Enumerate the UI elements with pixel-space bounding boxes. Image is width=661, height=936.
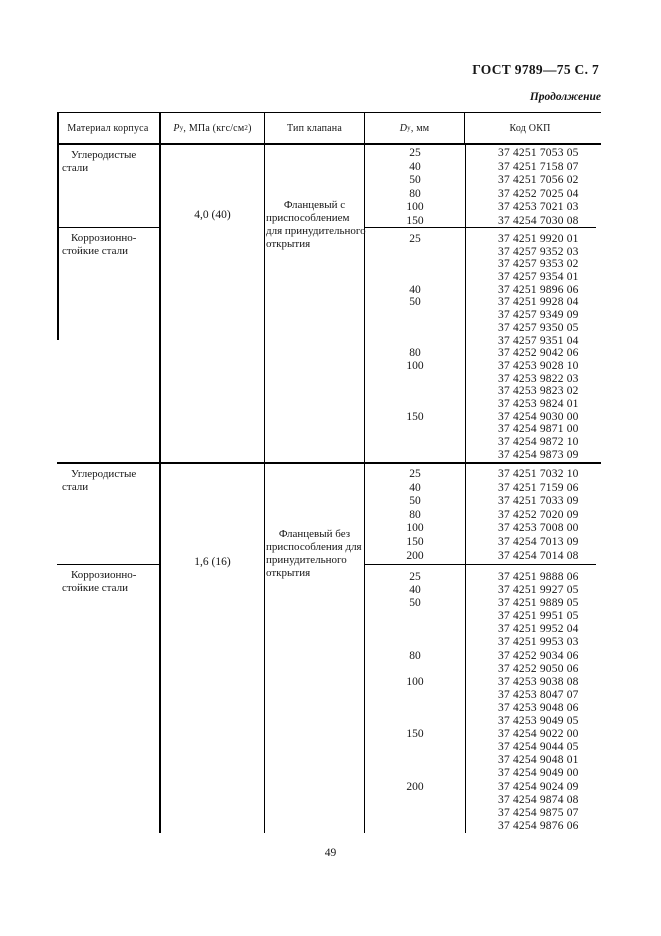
okp-code-cell: 37 4254 9024 09: [498, 780, 579, 793]
table-row: [365, 360, 596, 373]
valve-type-line: открытия: [266, 238, 311, 250]
column-divider: [465, 145, 466, 462]
dn-cell: [365, 449, 465, 462]
okp-code-cell: 37 4251 9896 06: [498, 283, 579, 296]
okp-code-cell: 37 4252 9050 06: [498, 662, 579, 675]
dn-cell: [365, 689, 465, 702]
dn-cell: [365, 754, 465, 767]
material-cell: Углеродистые стали: [57, 145, 159, 228]
okp-code-cell: 37 4251 9953 03: [498, 636, 579, 649]
pressure-units: , МПа (кгс/см: [183, 122, 245, 134]
okp-code-cell: 37 4254 9871 00: [498, 423, 579, 436]
okp-code-cell: 37 4254 9875 07: [498, 806, 579, 819]
valve-type-column: [265, 464, 365, 833]
table-row: [365, 767, 596, 780]
dn-cell: 150: [406, 728, 424, 741]
pressure-units-close: ): [248, 122, 252, 134]
okp-code-cell: 37 4254 9022 00: [498, 728, 579, 741]
table-row: [365, 715, 596, 728]
okp-codes-table: [57, 112, 601, 833]
okp-code-cell: 37 4251 9952 04: [498, 623, 579, 636]
table-row: [365, 296, 596, 309]
okp-code-cell: 37 4254 7013 09: [498, 535, 579, 548]
header-valve-type: Тип клапана: [265, 113, 365, 143]
okp-code-cell: 37 4252 7020 09: [498, 508, 579, 521]
okp-code-cell: 37 4253 7021 03: [498, 201, 579, 213]
okp-code-cell: 37 4257 9354 01: [498, 271, 579, 284]
okp-code-cell: 37 4253 9823 02: [498, 385, 579, 398]
material-cell: Углеродистые стали: [57, 464, 159, 565]
okp-code-cell: 37 4253 9822 03: [498, 372, 579, 385]
table-row: [365, 820, 596, 833]
table-row: [365, 423, 596, 436]
okp-code-cell: 37 4257 9350 05: [498, 321, 579, 334]
table-row: [365, 246, 596, 259]
valve-type-line: Фланцевый с: [283, 199, 346, 211]
okp-code-cell: 37 4251 9951 05: [498, 610, 579, 623]
table-row: [365, 411, 596, 424]
dn-cell: 50: [409, 597, 421, 610]
header-dn: D у , мм: [365, 113, 465, 143]
dn-cell: [365, 807, 465, 820]
okp-code-cell: 37 4251 7032 10: [498, 468, 579, 480]
table-left-border: [57, 112, 59, 340]
okp-code-cell: 37 4253 9824 01: [498, 397, 579, 410]
valve-type-line: приспособлением: [266, 212, 350, 224]
okp-code-cell: 37 4254 9048 01: [498, 754, 579, 767]
pressure-symbol: P: [173, 122, 180, 134]
table-row: [365, 322, 596, 335]
dn-units: , мм: [410, 122, 430, 134]
table-row: [365, 584, 596, 597]
pressure-block: [57, 462, 601, 833]
table-row: [365, 373, 596, 386]
dn-cell: [365, 258, 465, 271]
table-row: [365, 623, 596, 636]
table-row: [365, 201, 596, 215]
dn-cell: 80: [409, 187, 421, 200]
dn-cell: 150: [406, 410, 424, 423]
table-row: [365, 636, 596, 649]
table-row: [365, 398, 596, 411]
dn-cell: [365, 385, 465, 398]
table-row: [365, 436, 596, 449]
header-okp-code: Код ОКП: [509, 122, 551, 134]
dn-cell: [365, 741, 465, 754]
okp-code-cell: 37 4251 9920 01: [498, 233, 579, 245]
dn-cell: [365, 663, 465, 676]
material-cell: Коррозионно-стойкие стали: [62, 232, 137, 257]
okp-code-cell: 37 4252 9034 06: [498, 649, 579, 662]
header-pressure: P у , МПа (кгс/см 2 ): [161, 113, 265, 143]
table-row: [365, 522, 596, 536]
dn-cell: 40: [409, 283, 421, 296]
dn-cell: 40: [409, 481, 421, 494]
dn-cell: [365, 794, 465, 807]
table-row: [365, 335, 596, 348]
dn-cell: [365, 715, 465, 728]
dn-cell: [365, 610, 465, 623]
dn-cell: 50: [409, 296, 421, 309]
valve-type-line: открытия: [266, 567, 311, 579]
dn-cell: [365, 423, 465, 436]
dn-cell: [365, 335, 465, 348]
dn-cell: 25: [409, 233, 421, 245]
pressure-column: [161, 145, 265, 462]
header-material: Материал корпуса: [57, 113, 161, 143]
dn-cell: 40: [409, 160, 421, 173]
dn-cell: [365, 702, 465, 715]
table-row: [365, 482, 596, 496]
dn-cell: [365, 820, 465, 833]
table-row: [365, 610, 596, 623]
dn-cell: [365, 322, 465, 335]
rows-section: [365, 145, 596, 228]
valve-type-line: приспособления для: [266, 541, 362, 553]
valve-type-line: принудительного: [266, 554, 347, 566]
table-row: [365, 597, 596, 610]
pressure-column: [161, 464, 265, 833]
dn-cell: [365, 309, 465, 322]
okp-code-cell: 37 4251 7159 06: [498, 481, 579, 494]
okp-code-cell: 37 4257 9351 04: [498, 334, 579, 347]
table-row: [365, 754, 596, 767]
okp-code-cell: 37 4252 7025 04: [498, 187, 579, 200]
table-row: [365, 258, 596, 271]
table-row: [365, 309, 596, 322]
table-body: [57, 145, 601, 833]
okp-code-cell: 37 4254 7014 08: [498, 549, 579, 562]
okp-code-cell: 37 4251 7033 09: [498, 495, 579, 508]
okp-code-cell: 37 4251 9928 04: [498, 296, 579, 309]
table-row: [365, 571, 596, 584]
table-row: [365, 147, 596, 161]
table-row: [365, 215, 596, 229]
page-number: 49: [324, 847, 337, 859]
pressure-value: 1,6 (16): [194, 556, 231, 568]
table-row: [365, 188, 596, 202]
okp-code-cell: 37 4254 9872 10: [498, 436, 579, 448]
okp-code-cell: 37 4252 9042 06: [498, 347, 579, 360]
dn-cell: 100: [406, 522, 424, 535]
okp-code-cell: 37 4253 9048 06: [498, 701, 579, 714]
table-row: [365, 347, 596, 360]
rows-section: [365, 228, 596, 462]
continuation-label: Продолжение: [529, 91, 601, 103]
dn-cell: 25: [409, 571, 421, 583]
rows-section: [365, 464, 596, 565]
table-row: [365, 536, 596, 550]
okp-code-cell: 37 4257 9353 02: [498, 258, 579, 271]
material-column: [57, 464, 161, 833]
okp-code-cell: 37 4257 9349 09: [498, 309, 579, 322]
okp-code-cell: 37 4251 9927 05: [498, 584, 579, 597]
table-row: [365, 233, 596, 246]
table-row: [365, 468, 596, 482]
dn-cell: 80: [409, 508, 421, 521]
okp-code-cell: 37 4251 9888 06: [498, 571, 579, 583]
table-row: [365, 174, 596, 188]
table-row: [365, 650, 596, 663]
table-header-row: [57, 112, 601, 145]
dn-cell: 100: [406, 201, 424, 213]
okp-code-cell: 37 4251 9889 05: [498, 597, 579, 610]
pressure-value: 4,0 (40): [194, 209, 231, 221]
table-row: [365, 781, 596, 794]
dn-cell: 80: [409, 649, 421, 662]
dn-code-column: [365, 464, 596, 833]
dn-code-column: [365, 145, 596, 462]
table-row: [365, 663, 596, 676]
dn-cell: 200: [406, 549, 424, 562]
okp-code-cell: 37 4253 9049 05: [498, 715, 579, 728]
okp-code-cell: 37 4257 9352 03: [498, 245, 579, 258]
table-row: [365, 689, 596, 702]
table-row: [365, 271, 596, 284]
dn-cell: [365, 767, 465, 780]
valve-type-line: Фланцевый без: [278, 528, 351, 540]
dn-cell: [365, 623, 465, 636]
table-row: [365, 509, 596, 523]
okp-code-cell: 37 4254 9049 00: [498, 767, 579, 780]
column-divider: [465, 464, 466, 833]
dn-cell: 150: [406, 214, 424, 227]
table-row: [365, 495, 596, 509]
dn-cell: [365, 398, 465, 411]
dn-cell: 40: [409, 584, 421, 597]
rows-section: [365, 565, 596, 835]
okp-code-cell: 37 4253 9028 10: [498, 359, 579, 372]
table-row: [365, 676, 596, 689]
material-column: [57, 145, 161, 462]
dn-cell: 150: [406, 535, 424, 548]
okp-code-cell: 37 4251 7056 02: [498, 174, 579, 186]
table-row: [365, 741, 596, 754]
okp-code-cell: 37 4251 7158 07: [498, 160, 579, 173]
table-row: [365, 794, 596, 807]
okp-code-cell: 37 4254 9876 06: [498, 819, 579, 832]
valve-type-column: [265, 145, 365, 462]
dn-cell: 100: [406, 359, 424, 372]
dn-cell: 25: [409, 147, 421, 159]
dn-cell: 25: [409, 468, 421, 480]
dn-cell: [365, 246, 465, 259]
okp-code-cell: 37 4254 9873 09: [498, 448, 579, 461]
okp-code-cell: 37 4253 7008 00: [498, 522, 579, 535]
dn-cell: 100: [406, 675, 424, 688]
okp-code-cell: 37 4254 9874 08: [498, 793, 579, 806]
table-row: [365, 385, 596, 398]
table-row: [365, 284, 596, 297]
okp-code-cell: 37 4251 7053 05: [498, 147, 579, 159]
dn-cell: 50: [409, 174, 421, 186]
okp-code-cell: 37 4253 8047 07: [498, 688, 579, 701]
okp-code-cell: 37 4253 9038 08: [498, 675, 579, 688]
table-row: [365, 702, 596, 715]
table-row: [365, 449, 596, 462]
dn-symbol: D: [399, 122, 408, 134]
table-row: [365, 550, 596, 564]
valve-type-line: для принудительного: [266, 225, 366, 237]
table-row: [365, 728, 596, 741]
okp-code-cell: 37 4254 7030 08: [498, 214, 579, 227]
dn-cell: [365, 271, 465, 284]
okp-code-cell: 37 4254 9030 00: [498, 410, 579, 423]
dn-cell: [365, 373, 465, 386]
table-row: [365, 161, 596, 175]
dn-cell: 80: [409, 347, 421, 360]
material-cell: Коррозионно-стойкие стали: [62, 569, 137, 594]
okp-code-cell: 37 4254 9044 05: [498, 741, 579, 754]
pressure-block: [57, 145, 601, 462]
table-row: [365, 807, 596, 820]
dn-cell: 50: [409, 495, 421, 508]
dn-cell: 200: [406, 780, 424, 793]
dn-cell: [365, 636, 465, 649]
dn-cell: [365, 436, 465, 449]
document-reference: ГОСТ 9789—75 С. 7: [472, 62, 599, 77]
